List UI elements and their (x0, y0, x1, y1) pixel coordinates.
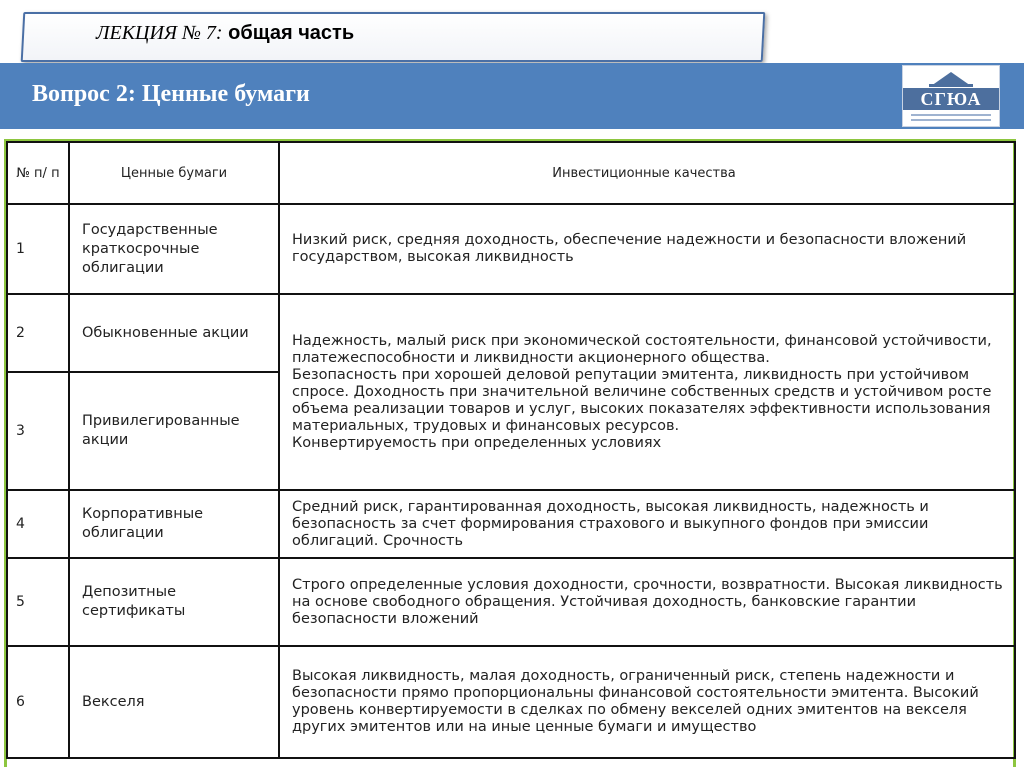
logo-text: СГЮА (903, 88, 999, 110)
table-row (7, 204, 1015, 294)
shares-quality-safety: Безопасность при хорошей деловой репутации эмитента, ликвидность при устойчивом спросе. Доходность при значительной величине собственных средств и устойчивом росте объема реализации товаров и услуг, высоких показателях эффективности использования материальных, трудовых и финансовых ресурсов. (292, 366, 992, 434)
lecture-topic: общая часть (228, 22, 355, 44)
row-name: Депозитные сертификаты (69, 558, 279, 646)
shares-quality-reliability: Надежность, малый риск при экономической состоятельности, финансовой устойчивости, платежеспособности и ликвидности акционерного общества. (292, 332, 992, 366)
row-name: Государственные краткосрочные облигации (69, 204, 279, 294)
lecture-number: ЛЕКЦИЯ № 7: (96, 22, 223, 44)
logo-caption-line (911, 119, 991, 121)
row-name: Привилегированные акции (69, 372, 279, 490)
university-logo (902, 65, 1000, 127)
logo-caption-line (911, 114, 991, 116)
row-name: Корпоративные облигации (69, 490, 279, 558)
question-title: Вопрос 2: Ценные бумаги (32, 81, 310, 107)
row-qualities-shares (279, 294, 1015, 490)
table-row (7, 294, 1015, 372)
row-qualities: Высокая ликвидность, малая доходность, ограниченный риск, степень надежности и безопасности прямо пропорциональны финансовой состоятельности эмитента. Высокий уровень конвертируемости в сделках по обмену векселей одних эмитентов на векселя других эмитентов или на иные ценные бумаги и имущество (279, 646, 1015, 758)
building-icon (903, 66, 999, 88)
header-num: № п/ п (7, 142, 69, 204)
shares-quality-convertibility: Конвертируемость при определенных условиях (292, 434, 662, 451)
table-row (7, 646, 1015, 758)
lecture-heading (96, 22, 354, 45)
row-num: 1 (7, 204, 69, 294)
row-qualities: Строго определенные условия доходности, срочности, возвратности. Высокая ликвидность на основе свободного обращения. Устойчивая доходность, банковские гарантии безопасности вложений (279, 558, 1015, 646)
row-qualities: Низкий риск, средняя доходность, обеспечение надежности и безопасности вложений государством, высокая ликвидность (279, 204, 1015, 294)
row-num: 2 (7, 294, 69, 372)
row-num: 6 (7, 646, 69, 758)
table-row (7, 558, 1015, 646)
table-row (7, 490, 1015, 558)
row-num: 5 (7, 558, 69, 646)
table-header-row (7, 142, 1015, 204)
row-num: 3 (7, 372, 69, 490)
row-name: Обыкновенные акции (69, 294, 279, 372)
securities-table (6, 141, 1016, 759)
row-num: 4 (7, 490, 69, 558)
row-qualities: Средний риск, гарантированная доходность, высокая ликвидность, надежность и безопасность за счет формирования страхового и выкупного фондов при эмиссии облигаций. Срочность (279, 490, 1015, 558)
header-name: Ценные бумаги (69, 142, 279, 204)
row-name: Векселя (69, 646, 279, 758)
header-qualities: Инвестиционные качества (279, 142, 1015, 204)
title-bar (0, 63, 1024, 129)
